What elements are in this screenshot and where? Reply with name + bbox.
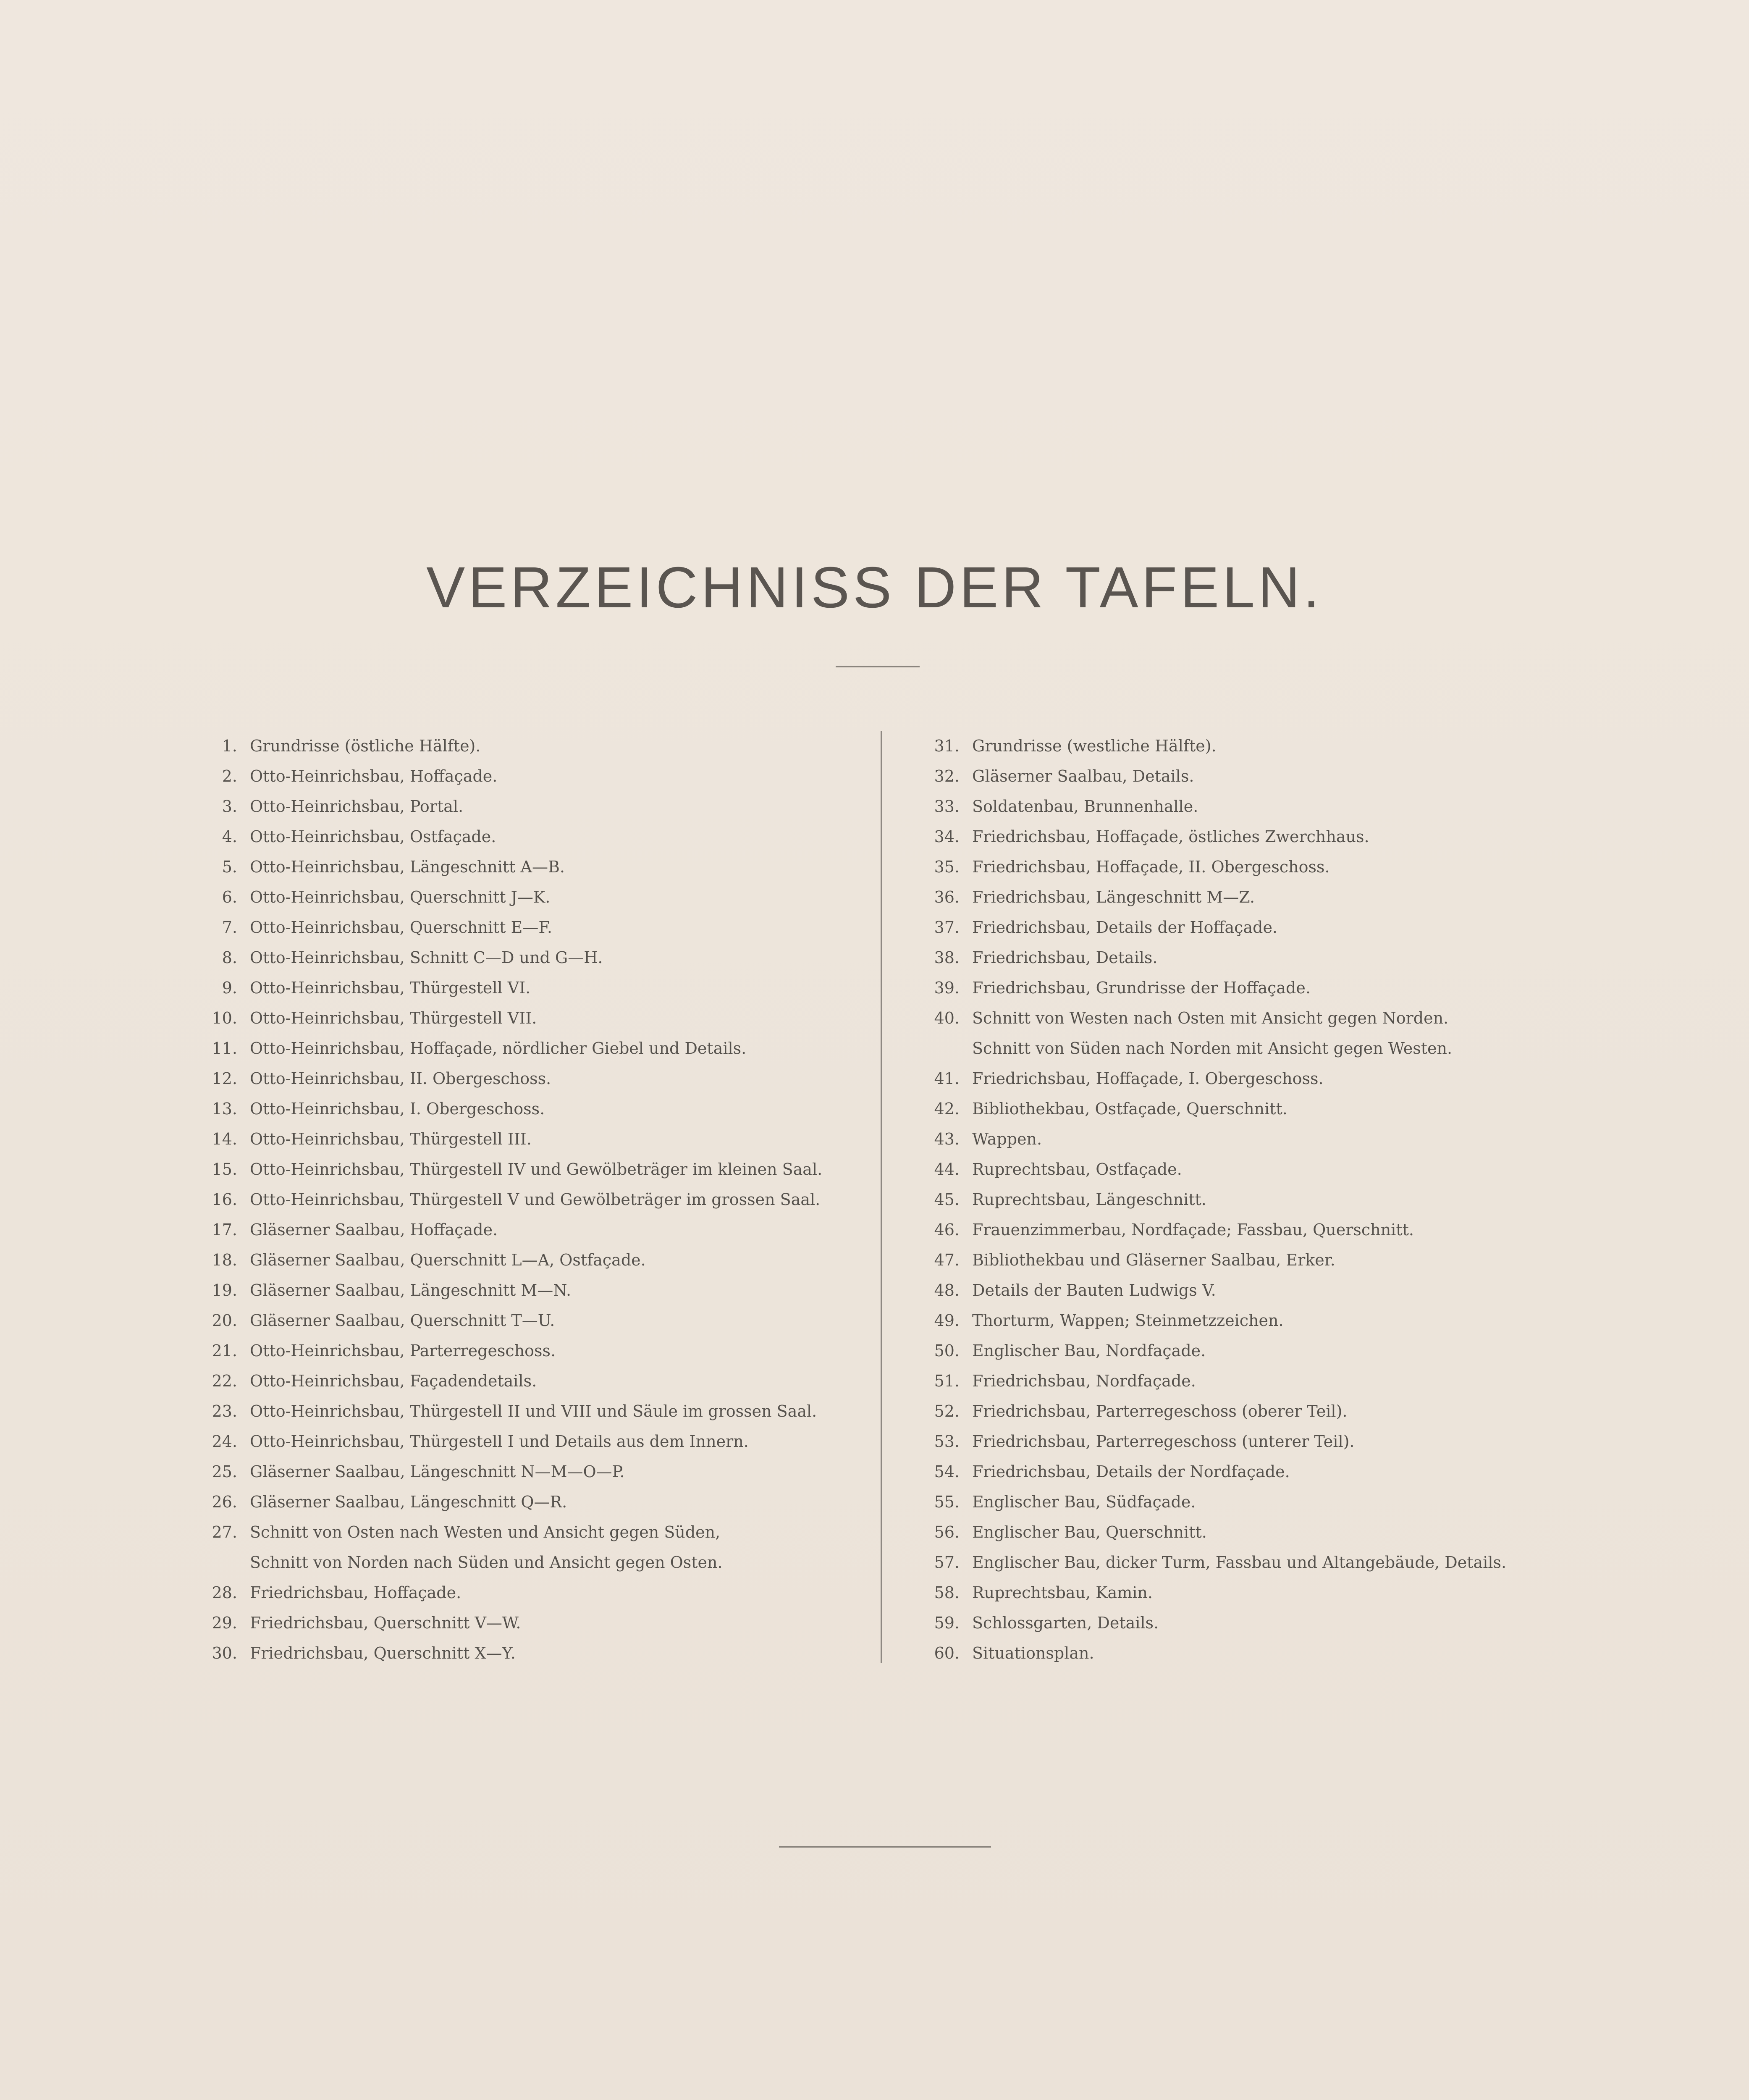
contents-entry	[181, 1638, 873, 1668]
contents-entry	[903, 1124, 1596, 1154]
entry-title: Friedrichsbau, Details der Hoffaçade.	[972, 918, 1278, 937]
contents-entry	[903, 1033, 1596, 1063]
contents-entry	[903, 942, 1596, 973]
entry-number: 58.	[934, 1583, 960, 1602]
entry-number: 17.	[212, 1221, 237, 1239]
entry-number: 27.	[212, 1523, 237, 1541]
entry-number: 28.	[212, 1583, 237, 1602]
entry-number: 49.	[934, 1311, 960, 1330]
contents-entry	[181, 1063, 873, 1094]
entry-number: 39.	[934, 979, 960, 997]
contents-entry	[903, 731, 1596, 761]
contents-entry	[181, 1124, 873, 1154]
entry-number: 23.	[212, 1402, 237, 1420]
contents-entry	[181, 1154, 873, 1184]
contents-entry	[181, 912, 873, 942]
entry-title: Otto-Heinrichsbau, Thürgestell VI.	[250, 979, 531, 997]
contents-entry	[181, 1305, 873, 1336]
entry-title: Friedrichsbau, Längeschnitt M—Z.	[972, 888, 1255, 906]
contents-entry	[181, 1578, 873, 1608]
entry-title: Otto-Heinrichsbau, Façadendetails.	[250, 1372, 537, 1390]
contents-entry	[181, 1003, 873, 1033]
entry-title: Otto-Heinrichsbau, Thürgestell II und VIII und Säule im grossen Saal.	[250, 1402, 817, 1420]
entry-number: 47.	[934, 1251, 960, 1269]
contents-entry	[903, 1578, 1596, 1608]
contents-entry	[903, 822, 1596, 852]
entry-number: 44.	[934, 1160, 960, 1179]
entry-title: Friedrichsbau, Querschnitt X—Y.	[250, 1644, 516, 1662]
entry-title: Friedrichsbau, Querschnitt V—W.	[250, 1614, 521, 1632]
entry-title: Friedrichsbau, Parterregeschoss (oberer Teil).	[972, 1402, 1348, 1420]
entry-title: Otto-Heinrichsbau, Thürgestell I und Details aus dem Innern.	[250, 1432, 749, 1451]
contents-entry	[181, 882, 873, 912]
contents-entry	[181, 1547, 873, 1578]
entry-number: 35.	[934, 858, 960, 876]
entry-number: 26.	[212, 1493, 237, 1511]
entry-title: Soldatenbau, Brunnenhalle.	[972, 797, 1198, 816]
entry-number: 40.	[934, 1009, 960, 1027]
contents-entry	[903, 1184, 1596, 1215]
entry-title: Otto-Heinrichsbau, Schnitt C—D und G—H.	[250, 948, 603, 967]
title-rule	[836, 666, 920, 667]
entry-title: Otto-Heinrichsbau, Querschnitt J—K.	[250, 888, 551, 906]
entry-number: 18.	[212, 1251, 237, 1269]
entry-number: 21.	[212, 1341, 237, 1360]
entry-title: Situationsplan.	[972, 1644, 1094, 1662]
contents-entry	[903, 1396, 1596, 1426]
entry-number: 55.	[934, 1493, 960, 1511]
entry-title: Englischer Bau, Südfaçade.	[972, 1493, 1196, 1511]
entry-title: Otto-Heinrichsbau, Hoffaçade.	[250, 767, 498, 785]
entry-number: 42.	[934, 1100, 960, 1118]
contents-entry	[181, 1457, 873, 1487]
entry-number: 22.	[212, 1372, 237, 1390]
entry-title: Ruprechtsbau, Kamin.	[972, 1583, 1153, 1602]
entry-title: Gläserner Saalbau, Längeschnitt Q—R.	[250, 1493, 567, 1511]
contents-entry	[181, 1487, 873, 1517]
entry-title: Schnitt von Norden nach Süden und Ansicht gegen Osten.	[250, 1553, 723, 1572]
entry-number: 54.	[934, 1462, 960, 1481]
entry-title: Otto-Heinrichsbau, Thürgestell VII.	[250, 1009, 537, 1027]
entry-number: 24.	[212, 1432, 237, 1451]
entry-number: 5.	[222, 858, 237, 876]
entry-title: Grundrisse (westliche Hälfte).	[972, 737, 1217, 755]
entry-title: Frauenzimmerbau, Nordfaçade; Fassbau, Querschnitt.	[972, 1221, 1414, 1239]
page-title: VERZEICHNISS DER TAFELN.	[426, 555, 1323, 620]
contents-entry	[903, 1638, 1596, 1668]
contents-entry	[181, 1215, 873, 1245]
entry-title: Gläserner Saalbau, Querschnitt T—U.	[250, 1311, 555, 1330]
entry-number: 43.	[934, 1130, 960, 1148]
entry-number: 9.	[222, 979, 237, 997]
entry-title: Friedrichsbau, Parterregeschoss (unterer Teil).	[972, 1432, 1355, 1451]
contents-entry	[181, 1184, 873, 1215]
contents-entry	[181, 1275, 873, 1305]
entry-number: 31.	[934, 737, 960, 755]
entry-title: Schnitt von Osten nach Westen und Ansicht gegen Süden,	[250, 1523, 721, 1541]
contents-entry	[903, 791, 1596, 822]
entry-number: 12.	[212, 1069, 237, 1088]
contents-entry	[181, 1517, 873, 1547]
entry-number: 33.	[934, 797, 960, 816]
entry-number: 51.	[934, 1372, 960, 1390]
entry-number: 29.	[212, 1614, 237, 1632]
contents-entry	[903, 1215, 1596, 1245]
entry-number: 38.	[934, 948, 960, 967]
contents-entry	[903, 1457, 1596, 1487]
entry-title: Ruprechtsbau, Längeschnitt.	[972, 1190, 1206, 1209]
contents-entry	[903, 1366, 1596, 1396]
contents-entry	[181, 791, 873, 822]
entry-title: Otto-Heinrichsbau, Ostfaçade.	[250, 827, 496, 846]
entry-title: Schnitt von Westen nach Osten mit Ansicht gegen Norden.	[972, 1009, 1449, 1027]
contents-entry	[181, 1094, 873, 1124]
contents-entry	[903, 852, 1596, 882]
entry-number: 60.	[934, 1644, 960, 1662]
contents-entry	[181, 731, 873, 761]
entry-title: Otto-Heinrichsbau, Thürgestell IV und Gewölbeträger im kleinen Saal.	[250, 1160, 823, 1179]
contents-entry	[903, 1154, 1596, 1184]
entry-number: 1.	[222, 737, 237, 755]
entry-title: Grundrisse (östliche Hälfte).	[250, 737, 481, 755]
entry-title: Friedrichsbau, Nordfaçade.	[972, 1372, 1196, 1390]
entry-number: 36.	[934, 888, 960, 906]
entry-title: Otto-Heinrichsbau, Thürgestell III.	[250, 1130, 532, 1148]
contents-entry	[181, 942, 873, 973]
contents-entry	[903, 1003, 1596, 1033]
entry-number: 56.	[934, 1523, 960, 1541]
contents-entry	[903, 912, 1596, 942]
entry-title: Schnitt von Süden nach Norden mit Ansicht gegen Westen.	[972, 1039, 1453, 1058]
entry-title: Otto-Heinrichsbau, I. Obergeschoss.	[250, 1100, 545, 1118]
contents-entry	[181, 973, 873, 1003]
entry-number: 48.	[934, 1281, 960, 1299]
entry-number: 11.	[212, 1039, 237, 1058]
entry-title: Bibliothekbau, Ostfaçade, Querschnitt.	[972, 1100, 1287, 1118]
entry-title: Otto-Heinrichsbau, Längeschnitt A—B.	[250, 858, 565, 876]
entry-title: Otto-Heinrichsbau, Parterregeschoss.	[250, 1341, 556, 1360]
contents-entry	[903, 1275, 1596, 1305]
entry-number: 46.	[934, 1221, 960, 1239]
contents-entry	[903, 1305, 1596, 1336]
entry-number: 16.	[212, 1190, 237, 1209]
entry-title: Otto-Heinrichsbau, II. Obergeschoss.	[250, 1069, 551, 1088]
contents-entry	[903, 1336, 1596, 1366]
entry-number: 45.	[934, 1190, 960, 1209]
entry-number: 7.	[222, 918, 237, 937]
entry-number: 10.	[212, 1009, 237, 1027]
contents-entry	[181, 1336, 873, 1366]
entry-title: Friedrichsbau, Details der Nordfaçade.	[972, 1462, 1290, 1481]
entry-title: Ruprechtsbau, Ostfaçade.	[972, 1160, 1182, 1179]
contents-entry	[181, 761, 873, 791]
entry-number: 14.	[212, 1130, 237, 1148]
entry-title: Friedrichsbau, Hoffaçade, I. Obergeschoss.	[972, 1069, 1324, 1088]
entry-number: 37.	[934, 918, 960, 937]
contents-entry	[181, 1396, 873, 1426]
contents-entry	[903, 761, 1596, 791]
contents-entry	[903, 1426, 1596, 1457]
contents-entry	[903, 1547, 1596, 1578]
entry-title: Friedrichsbau, Hoffaçade.	[250, 1583, 462, 1602]
entry-title: Englischer Bau, Nordfaçade.	[972, 1341, 1206, 1360]
entry-title: Gläserner Saalbau, Hoffaçade.	[250, 1221, 498, 1239]
contents-entry	[903, 1063, 1596, 1094]
contents-entry	[181, 1426, 873, 1457]
entry-title: Wappen.	[972, 1130, 1042, 1148]
contents-entry	[181, 1245, 873, 1275]
contents-left-column	[181, 731, 873, 1668]
entry-number: 52.	[934, 1402, 960, 1420]
entry-title: Otto-Heinrichsbau, Hoffaçade, nördlicher Giebel und Details.	[250, 1039, 747, 1058]
contents-entry	[181, 852, 873, 882]
entry-title: Thorturm, Wappen; Steinmetzzeichen.	[972, 1311, 1284, 1330]
contents-entry	[903, 882, 1596, 912]
entry-number: 19.	[212, 1281, 237, 1299]
contents-entry	[181, 1366, 873, 1396]
entry-title: Gläserner Saalbau, Querschnitt L—A, Ostfaçade.	[250, 1251, 646, 1269]
entry-title: Otto-Heinrichsbau, Portal.	[250, 797, 464, 816]
entry-number: 32.	[934, 767, 960, 785]
entry-number: 59.	[934, 1614, 960, 1632]
contents-entry	[181, 822, 873, 852]
entry-number: 15.	[212, 1160, 237, 1179]
entry-title: Friedrichsbau, Hoffaçade, östliches Zwerchhaus.	[972, 827, 1369, 846]
entry-title: Otto-Heinrichsbau, Querschnitt E—F.	[250, 918, 552, 937]
contents-entry	[903, 1487, 1596, 1517]
entry-number: 25.	[212, 1462, 237, 1481]
entry-title: Gläserner Saalbau, Längeschnitt M—N.	[250, 1281, 572, 1299]
entry-number: 8.	[222, 948, 237, 967]
entry-number: 20.	[212, 1311, 237, 1330]
entry-number: 41.	[934, 1069, 960, 1088]
entry-title: Friedrichsbau, Hoffaçade, II. Obergeschoss.	[972, 858, 1330, 876]
contents-right-column	[903, 731, 1596, 1668]
contents-entry	[903, 1245, 1596, 1275]
entry-number: 30.	[212, 1644, 237, 1662]
contents-entry	[181, 1033, 873, 1063]
entry-number: 4.	[222, 827, 237, 846]
entry-number: 50.	[934, 1341, 960, 1360]
entry-number: 3.	[222, 797, 237, 816]
entry-title: Friedrichsbau, Details.	[972, 948, 1158, 967]
entry-title: Otto-Heinrichsbau, Thürgestell V und Gewölbeträger im grossen Saal.	[250, 1190, 821, 1209]
entry-number: 13.	[212, 1100, 237, 1118]
entry-number: 34.	[934, 827, 960, 846]
entry-title: Friedrichsbau, Grundrisse der Hoffaçade.	[972, 979, 1311, 997]
entry-number: 2.	[222, 767, 237, 785]
contents-entry	[903, 973, 1596, 1003]
entry-title: Gläserner Saalbau, Details.	[972, 767, 1194, 785]
contents-entry	[903, 1608, 1596, 1638]
entry-title: Gläserner Saalbau, Längeschnitt N—M—O—P.	[250, 1462, 625, 1481]
entry-number: 57.	[934, 1553, 960, 1572]
contents-entry	[903, 1094, 1596, 1124]
entry-title: Schlossgarten, Details.	[972, 1614, 1159, 1632]
entry-title: Details der Bauten Ludwigs V.	[972, 1281, 1216, 1299]
closing-rule	[779, 1846, 991, 1848]
contents-entry	[181, 1608, 873, 1638]
entry-title: Bibliothekbau und Gläserner Saalbau, Erker.	[972, 1251, 1335, 1269]
column-divider	[881, 731, 882, 1663]
entry-title: Englischer Bau, Querschnitt.	[972, 1523, 1207, 1541]
contents-entry	[903, 1517, 1596, 1547]
entry-title: Englischer Bau, dicker Turm, Fassbau und Altangebäude, Details.	[972, 1553, 1507, 1572]
entry-number: 6.	[222, 888, 237, 906]
entry-number: 53.	[934, 1432, 960, 1451]
